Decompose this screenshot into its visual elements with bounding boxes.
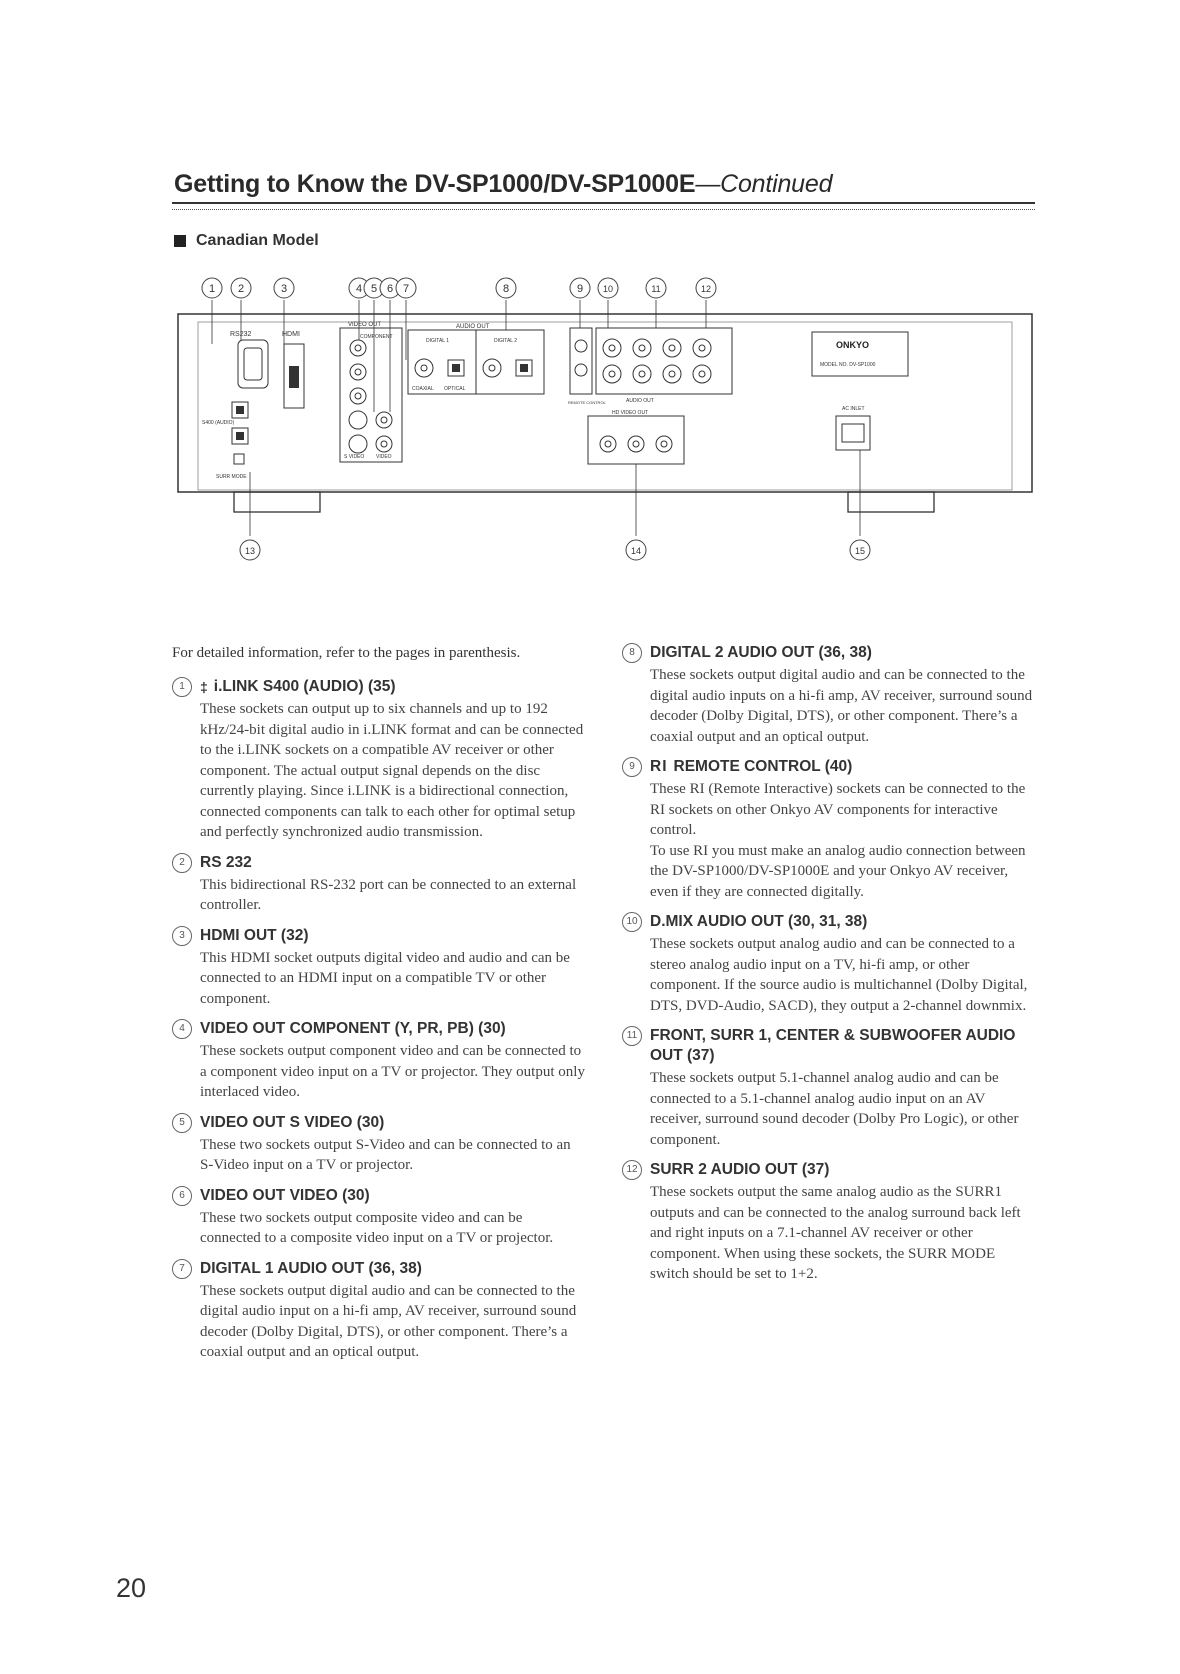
analog-jack-6	[633, 365, 651, 383]
remote-control-group	[570, 328, 592, 394]
ac-inlet	[836, 416, 870, 450]
s-video-jack-1	[349, 411, 367, 429]
item-8	[622, 643, 1035, 747]
video-jack-2	[376, 436, 392, 452]
item-number: 6	[172, 1186, 192, 1206]
item-body	[650, 1182, 1035, 1285]
audio-out-2-label: AUDIO OUT	[626, 398, 654, 404]
item-heading	[172, 1113, 585, 1133]
item-title: SURR 2 AUDIO OUT (37)	[650, 1161, 830, 1178]
item-9	[622, 757, 1035, 902]
item-title: i.LINK S400 (AUDIO) (35)	[213, 678, 396, 695]
component-y-jack	[350, 340, 366, 356]
title-main: Getting to Know the DV-SP1000/DV-SP1000E	[174, 170, 696, 198]
item-number: 12	[622, 1160, 642, 1180]
brand-plate	[812, 332, 908, 376]
right-item-list	[622, 643, 1035, 1285]
section-heading-text: Canadian Model	[196, 232, 319, 249]
item-title: HDMI OUT (32)	[200, 926, 309, 944]
item-number: 5	[172, 1113, 192, 1133]
title-continued: —Continued	[695, 170, 833, 198]
callouts-top	[202, 278, 716, 298]
item-number: 10	[622, 912, 642, 932]
item-heading	[622, 912, 1035, 932]
page-title	[174, 170, 1034, 199]
item-paragraph: These sockets output component video and can be connected to a component video input on a TV or projector. They output only interlaced video.	[200, 1043, 585, 1100]
callout-number-12: 12	[700, 284, 712, 294]
analog-jack-3	[663, 339, 681, 357]
analog-jack-4	[693, 339, 711, 357]
item-paragraph: These sockets output digital audio and can be connected to the digital audio input on a hi-fi amp, AV receiver, surround sound decoder (Dolby Digital, DTS), or other component. There’s a coaxial output and an optical output.	[200, 1282, 577, 1360]
left-column	[172, 643, 585, 1373]
brand-logo: ONKYO	[836, 340, 870, 350]
hd-y-jack	[600, 436, 616, 452]
item-body	[200, 1208, 585, 1249]
section-heading	[174, 232, 319, 250]
remote-jack-1	[575, 340, 587, 352]
digital2-label: DIGITAL 2	[494, 338, 518, 344]
ac-inlet-label: AC INLET	[842, 406, 865, 412]
intro-text: For detailed information, refer to the pages in parenthesis.	[172, 645, 521, 661]
surr-mode-label: SURR MODE	[216, 474, 247, 480]
item-2	[172, 853, 585, 916]
callout-number-9: 9	[576, 283, 584, 295]
callout-number-1: 1	[208, 283, 216, 295]
item-heading	[172, 1019, 585, 1039]
chassis-inner	[198, 322, 1012, 490]
callout-number-8: 8	[502, 283, 510, 295]
component-pr-jack	[350, 364, 366, 380]
component-label: COMPONENT	[360, 334, 393, 340]
remote-label: REMOTE CONTROL	[568, 400, 606, 405]
surr-mode-switch	[234, 454, 244, 464]
item-heading	[622, 643, 1035, 663]
analog-jack-2	[633, 339, 651, 357]
item-title: DIGITAL 2 AUDIO OUT (36, 38)	[650, 644, 872, 661]
item-1	[172, 677, 585, 843]
callout-number-15: 15	[854, 546, 866, 556]
remote-jack-2	[575, 364, 587, 376]
item-body	[650, 1068, 1035, 1150]
item-title: VIDEO OUT VIDEO (30)	[200, 1186, 370, 1204]
analog-jack-5	[603, 365, 621, 383]
item-number: 11	[622, 1026, 642, 1046]
ri-logo: RI	[650, 758, 668, 775]
item-paragraph: This HDMI socket outputs digital video and audio and can be connected to an HDMI input on a compatible TV or other component.	[200, 949, 570, 1007]
item-number: 7	[172, 1259, 192, 1279]
item-heading	[622, 757, 1035, 777]
hd-pb-jack	[628, 436, 644, 452]
foot-left	[234, 492, 320, 512]
item-3	[172, 926, 585, 1010]
item-body	[650, 665, 1035, 747]
item-4	[172, 1019, 585, 1103]
callout-number-7: 7	[402, 283, 410, 295]
item-body	[200, 699, 585, 843]
item-paragraph: These sockets output the same analog audio as the SURR1 outputs and can be connected to the analog surround back left and right inputs on a 7.1-channel AV receiver or other component. When using these sockets, the SURR MODE switch should be set to 1+2.	[650, 1184, 1021, 1282]
item-paragraph-2: To use RI you must make an analog audio connection between the DV-SP1000/DV-SP1000E and your Onkyo AV receiver, even if they are connected digitally.	[650, 842, 1026, 900]
item-paragraph: These sockets output 5.1-channel analog audio and can be connected to a 5.1-channel analog audio input on an AV receiver, surround sound decoder (Dolby Pro Logic), or other component.	[650, 1070, 1019, 1148]
item-heading	[172, 1259, 585, 1279]
rear-panel-diagram	[172, 262, 1038, 622]
item-body	[650, 934, 1035, 1016]
item-title: VIDEO OUT S VIDEO (30)	[200, 1113, 385, 1131]
item-heading	[172, 677, 585, 697]
item-paragraph: These sockets can output up to six channels and up to 192 kHz/24-bit digital audio in i.LINK format and can be connected to the i.LINK sockets on a compatible AV receiver or other component. The actual output signal depends on the disc currently playing. Since i.LINK is a bidirectional connection, connected components can talk to each other for optimal setup and perfectly synchronized audio transmission.	[200, 701, 584, 840]
item-paragraph: These two sockets output composite video and can be connected to a composite video input on a TV or projector.	[200, 1209, 554, 1246]
callout-number-4: 4	[355, 283, 363, 295]
coaxial-label: COAXIAL	[412, 386, 434, 392]
model-label: MODEL NO. DV-SP1000	[820, 362, 876, 368]
item-body	[200, 875, 585, 916]
callout-number-10: 10	[602, 284, 614, 294]
video-label: VIDEO	[376, 454, 392, 460]
item-paragraph: These sockets output digital audio and can be connected to the digital audio inputs on a hi-fi amp, AV receiver, surround sound decoder (Dolby Digital, DTS), or other component. There’s a coaxial output and an optical output.	[650, 667, 1033, 745]
item-body	[200, 1135, 585, 1176]
optical-label: OPTICAL	[444, 386, 466, 392]
item-heading	[622, 1160, 1035, 1180]
square-bullet-icon	[174, 235, 186, 247]
item-number: 4	[172, 1019, 192, 1039]
s-video-jack-2	[349, 435, 367, 453]
component-pb-jack	[350, 388, 366, 404]
item-10	[622, 912, 1035, 1016]
item-body	[650, 779, 1035, 902]
hd-video-out-group	[588, 416, 684, 464]
ilink-label: S400 (AUDIO)	[202, 420, 235, 426]
hdmi-label: HDMI	[282, 331, 300, 338]
analog-jack-1	[603, 339, 621, 357]
analog-jack-8	[693, 365, 711, 383]
callout-number-11: 11	[651, 284, 661, 294]
item-number: 1	[172, 677, 192, 697]
item-title: FRONT, SURR 1, CENTER & SUBWOOFER AUDIO OUT (37)	[650, 1027, 1016, 1064]
hd-pr-jack	[656, 436, 672, 452]
item-paragraph: These two sockets output S-Video and can be connected to an S-Video input on a TV or projector.	[200, 1136, 571, 1173]
item-body	[200, 1041, 585, 1103]
coaxial-jack-2	[483, 359, 501, 377]
ilink-icon: ‡	[200, 679, 208, 695]
foot-right	[848, 492, 934, 512]
item-body	[200, 948, 585, 1010]
hd-video-out-label: HD VIDEO OUT	[612, 410, 649, 416]
item-heading	[172, 1186, 585, 1206]
video-jack-1	[376, 412, 392, 428]
s-video-label: S VIDEO	[344, 454, 365, 460]
callout-number-13: 13	[244, 546, 256, 556]
item-number: 9	[622, 757, 642, 777]
item-heading	[622, 1026, 1035, 1066]
rs232-label: RS232	[230, 331, 252, 338]
item-body	[200, 1281, 585, 1363]
item-paragraph: These RI (Remote Interactive) sockets can be connected to the RI sockets on other Onkyo AV components for interactive control.	[650, 781, 1026, 838]
item-paragraph: This bidirectional RS-232 port can be connected to an external controller.	[200, 876, 577, 913]
callout-number-2: 2	[237, 283, 245, 295]
analog-audio-group	[596, 328, 732, 394]
callout-number-14: 14	[630, 546, 642, 556]
callouts-bottom	[240, 540, 870, 560]
callout-number-6: 6	[386, 283, 394, 295]
left-item-list	[172, 677, 585, 1363]
analog-jack-7	[663, 365, 681, 383]
item-11	[622, 1026, 1035, 1150]
item-number: 3	[172, 926, 192, 946]
item-7	[172, 1259, 585, 1363]
page-number: 20	[116, 1573, 147, 1603]
item-6	[172, 1186, 585, 1249]
item-5	[172, 1113, 585, 1176]
item-heading	[172, 853, 585, 873]
item-paragraph: These sockets output analog audio and can be connected to a stereo analog audio input on a TV, hi-fi amp, or other component. If the source audio is multichannel (Dolby Digital, DTS, DVD-Audio, SACD), they output a 2-channel downmix.	[650, 936, 1028, 1014]
item-number: 2	[172, 853, 192, 873]
rs232-port	[238, 340, 268, 388]
coaxial-jack-1	[415, 359, 433, 377]
item-title: DIGITAL 1 AUDIO OUT (36, 38)	[200, 1259, 422, 1277]
item-title: VIDEO OUT COMPONENT (Y, PR, PB) (30)	[200, 1020, 506, 1037]
audio-out-label: AUDIO OUT	[456, 324, 490, 330]
item-heading	[172, 926, 585, 946]
item-title: RS 232	[200, 853, 252, 871]
title-rule	[172, 202, 1035, 210]
item-title: D.MIX AUDIO OUT (30, 31, 38)	[650, 913, 868, 930]
video-out-label: VIDEO OUT	[348, 322, 382, 328]
callout-number-5: 5	[370, 283, 378, 295]
callout-number-3: 3	[280, 283, 288, 295]
item-number: 8	[622, 643, 642, 663]
right-column	[622, 643, 1035, 1295]
item-title: REMOTE CONTROL (40)	[673, 758, 853, 775]
digital1-label: DIGITAL 1	[426, 338, 450, 344]
item-12	[622, 1160, 1035, 1285]
